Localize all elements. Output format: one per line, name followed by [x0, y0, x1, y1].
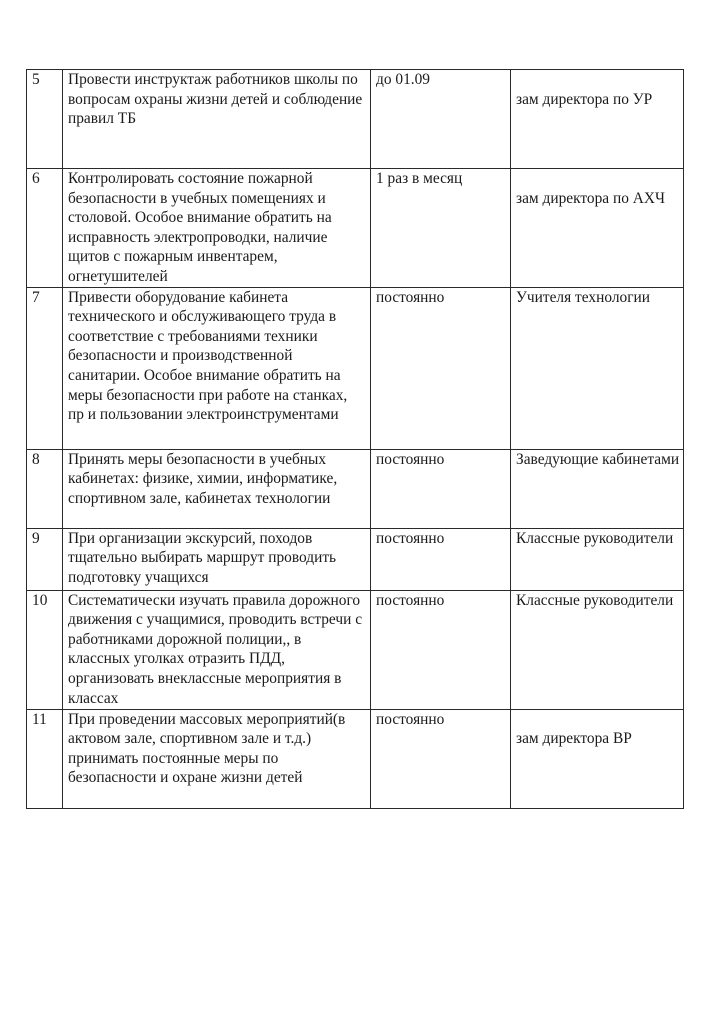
table-row	[27, 590, 684, 709]
responsible-text: Заведующие кабинетами	[516, 450, 680, 468]
table-row	[27, 70, 684, 169]
measure-text: Принять меры безопасности в учебных кабинетах: физике, химии, информатике, спортивном зале, кабинетах технологии	[63, 449, 371, 528]
responsible-text: зам директора по АХЧ	[516, 189, 665, 207]
measure-text: Провести инструктаж работников школы по вопросам охраны жизни детей и соблюдение правил ТБ	[63, 70, 371, 169]
responsible-text: Классные руководители	[516, 591, 674, 609]
deadline-text: постоянно	[371, 287, 511, 449]
measure-text: Контролировать состояние пожарной безопасности в учебных помещениях и столовой. Особое внимание обратить на исправность электропроводки, наличие щитов с пожарным инвентарем, огнетушителей	[63, 169, 371, 288]
safety-measures-table	[26, 69, 684, 809]
deadline-text: постоянно	[371, 528, 511, 590]
responsible-cell	[511, 287, 684, 449]
responsible-cell	[511, 528, 684, 590]
table-row	[27, 287, 684, 449]
row-number: 5	[27, 70, 63, 169]
measure-text: При организации экскурсий, походов тщательно выбирать маршрут проводить подготовку учащихся	[63, 528, 371, 590]
table-row	[27, 449, 684, 528]
responsible-cell	[511, 70, 684, 169]
row-number: 7	[27, 287, 63, 449]
responsible-cell	[511, 169, 684, 288]
responsible-text: зам директора по УР	[516, 90, 653, 108]
responsible-cell	[511, 590, 684, 709]
responsible-text: Учителя технологии	[516, 288, 650, 306]
measure-text: Привести оборудование кабинета технического и обслуживающего труда в соответствие с требованиями техники безопасности и производственной санитарии. Особое внимание обратить на меры безопасности при работе на станках, пр и пользовании электроинструментами	[63, 287, 371, 449]
responsible-text: зам директора ВР	[516, 730, 632, 748]
deadline-text: постоянно	[371, 449, 511, 528]
deadline-text: 1 раз в месяц	[371, 169, 511, 288]
deadline-text: постоянно	[371, 709, 511, 808]
table-row	[27, 169, 684, 288]
measure-text: При проведении массовых мероприятий(в актовом зале, спортивном зале и т.д.) принимать постоянные меры по безопасности и охране жизни детей	[63, 709, 371, 808]
table-row	[27, 528, 684, 590]
table-row	[27, 709, 684, 808]
line-spacer	[516, 169, 680, 189]
row-number: 8	[27, 449, 63, 528]
line-spacer	[516, 70, 680, 90]
deadline-text: до 01.09	[371, 70, 511, 169]
responsible-text: Классные руководители	[516, 529, 674, 547]
line-spacer	[516, 710, 680, 730]
responsible-cell	[511, 449, 684, 528]
measure-text: Систематически изучать правила дорожного движения с учащимися, проводить встречи с работниками дорожной полиции,, в классных уголках отразить ПДД, организовать внеклассные мероприятия в классах	[63, 590, 371, 709]
responsible-cell	[511, 709, 684, 808]
row-number: 9	[27, 528, 63, 590]
row-number: 11	[27, 709, 63, 808]
row-number: 6	[27, 169, 63, 288]
row-number: 10	[27, 590, 63, 709]
deadline-text: постоянно	[371, 590, 511, 709]
